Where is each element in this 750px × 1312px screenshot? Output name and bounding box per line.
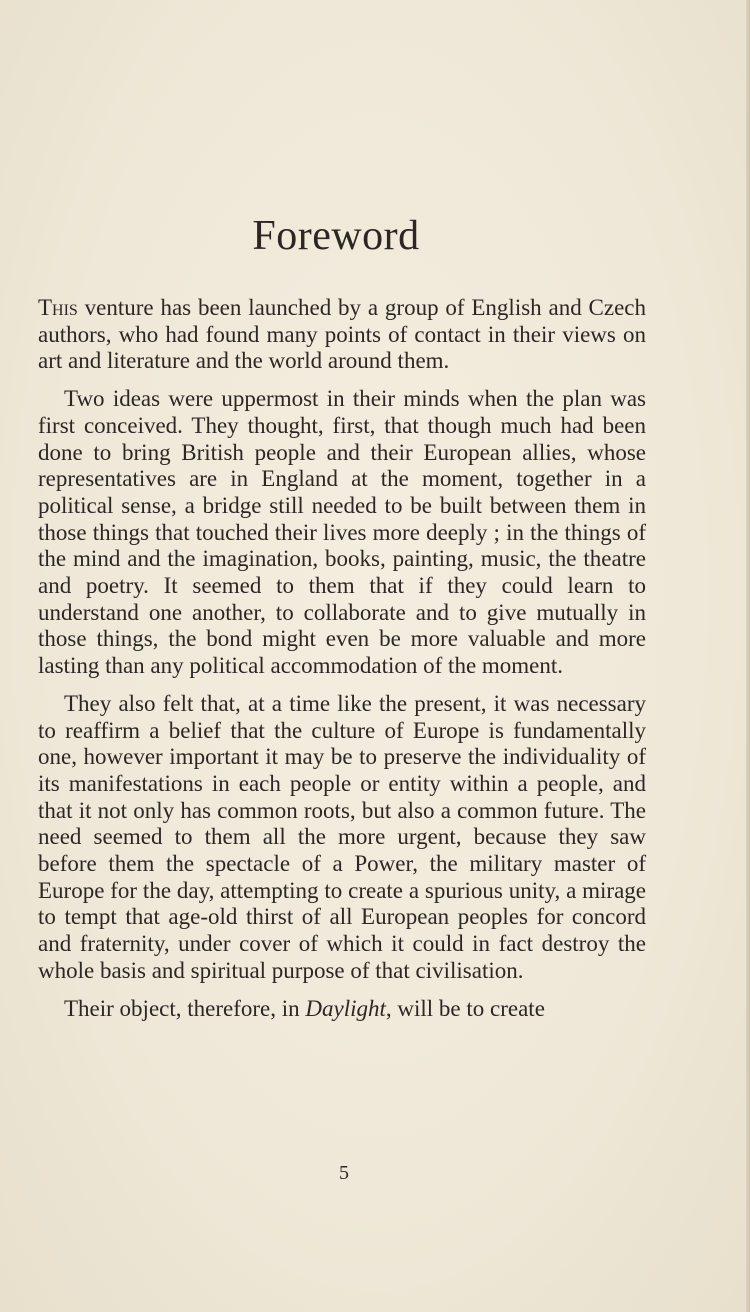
foreword-body <box>38 295 646 1033</box>
page-title: Foreword <box>252 213 420 259</box>
paragraph-1 <box>38 295 646 375</box>
paragraph-4-before: Their object, therefore, in <box>64 995 306 1021</box>
paragraph-1-lead: This <box>38 295 78 320</box>
paragraph-3: They also felt that, at a time like the present, it was necessary to reaffirm a belief that the culture of Europe is fundamentally one, however important it may be to preserve the individuality of its manifestations in each people or entity within a people, and that it not only has common roots, but also a common future. The need seemed to them all the more urgent, because they saw before them the spectacle of a Power, the military master of Europe for the day, attempting to create a spurious unity, a mirage to tempt that age-old thirst of all European peoples for concord and fraternity, under cover of which it could in fact destroy the whole basis and spiritual purpose of that civilisation. <box>38 690 646 983</box>
paragraph-4-after: , will be to create <box>385 995 545 1021</box>
paragraph-4 <box>38 996 646 1023</box>
paragraph-2: Two ideas were uppermost in their minds when the plan was first conceived. They thought, first, that though much had been done to bring British people and their European allies, whose representatives are in England at the moment, together in a political sense, a bridge still needed to be built between them in those things that touched their lives more deeply ; in the things of the mind and the imagination, books, painting, music, the theatre and poetry. It seemed to them that if they could learn to understand one another, to collaborate and to give mutually in those things, the bond might even be more valuable and more lasting than any political accommodation of the moment. <box>38 386 646 679</box>
page-number: 5 <box>339 1162 349 1184</box>
publication-title: Daylight <box>305 995 386 1021</box>
page-edge <box>746 0 750 1312</box>
paragraph-1-text: venture has been launched by a group of English and Czech authors, who had found many points of contact in their views on art and literature and the world around them. <box>38 295 646 374</box>
